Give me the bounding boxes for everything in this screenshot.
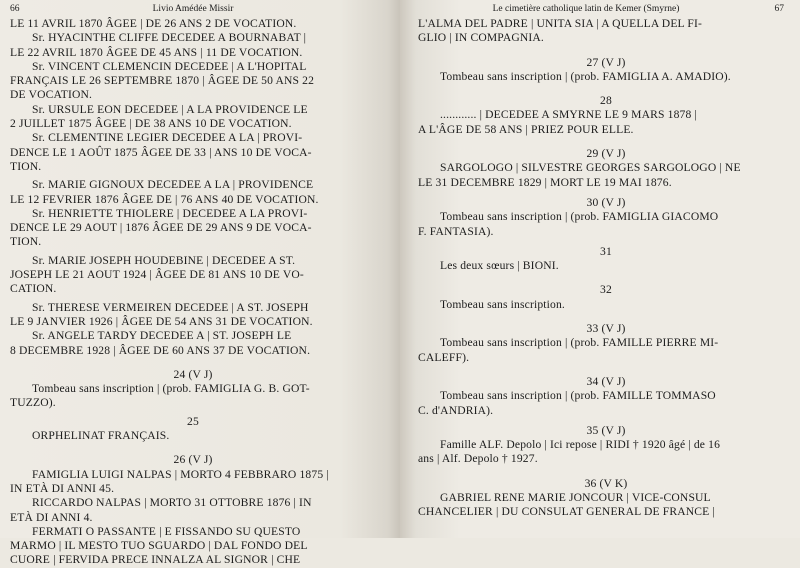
text-line: CHANCELIER | DU CONSULAT GENERAL DE FRANCE | — [418, 505, 715, 519]
text-line: Sr. HENRIETTE THIOLERE | DECEDEE A LA PROVI- — [32, 206, 308, 220]
text-line: 2 JUILLET 1875 ÂGEE | DE 38 ANS 10 DE VOCATION. — [10, 117, 292, 131]
text-line: Sr. MARIE JOSEPH HOUDEBINE | DECEDEE A ST. — [32, 253, 296, 267]
text-line: ............ | DECEDEE A SMYRNE LE 9 MARS 1878 | — [440, 108, 697, 122]
entry-number: 30 (V J) — [586, 195, 626, 209]
text-line: Sr. MARIE GIGNOUX DECEDEE A LA | PROVIDENCE — [32, 178, 314, 192]
text-line: Sr. THERESE VERMEIREN DECEDEE | A ST. JOSEPH — [32, 300, 309, 314]
text-line: LE 12 FEVRIER 1876 ÂGEE DE | 76 ANS 40 DE VOCATION. — [10, 192, 319, 206]
text-line: Sr. HYACINTHE CLIFFE DECEDEE A BOURNABAT | — [32, 31, 307, 45]
entry-number: 27 (V J) — [586, 55, 626, 69]
left-page-number: 66 — [10, 4, 20, 14]
text-line: Tombeau sans inscription | (prob. FAMIGLIA G. B. GOT- — [32, 382, 310, 396]
text-line: Sr. CLEMENTINE LEGIER DECEDEE A LA | PROVI- — [32, 131, 303, 145]
text-line: GLIO | IN COMPAGNIA. — [418, 31, 544, 45]
text-line: CALEFF). — [418, 350, 470, 364]
text-line: TION. — [10, 235, 42, 249]
text-line: FERMATI O PASSANTE | E FISSANDO SU QUESTO — [32, 524, 301, 538]
text-line: GABRIEL RENE MARIE JONCOUR | VICE-CONSUL — [440, 491, 711, 505]
text-line: LE 31 DECEMBRE 1829 | MORT LE 19 MAI 1876. — [418, 175, 672, 189]
text-line: DENCE LE 29 AOUT | 1876 ÂGEE DE 29 ANS 9 DE VOCA- — [10, 221, 312, 235]
text-line: RICCARDO NALPAS | MORTO 31 OTTOBRE 1876 | IN — [32, 496, 312, 510]
left-page-text — [10, 17, 376, 568]
text-line: F. FANTASIA). — [418, 224, 494, 238]
text-line: LE 9 JANVIER 1926 | ÂGEE DE 54 ANS 31 DE VOCATION. — [10, 314, 313, 328]
left-running-head: Livio Amédée Missir — [152, 4, 234, 14]
text-line: Tombeau sans inscription | (prob. FAMIGLIA GIACOMO — [440, 210, 719, 224]
text-line: TION. — [10, 159, 42, 173]
right-page-header — [418, 0, 794, 17]
text-line: Sr. URSULE EON DECEDEE | A LA PROVIDENCE LE — [32, 102, 308, 116]
text-line: L'ALMA DEL PADRE | UNITA SIA | A QUELLA DEL FI- — [418, 17, 703, 30]
text-line: C. d'ANDRIA). — [418, 403, 494, 417]
right-running-head: Le cimetière catholique latin de Kemer (Smyrne) — [492, 4, 680, 14]
text-line: Famille ALF. Depolo | Ici repose | RIDI † 1920 âgé | de 16 — [440, 438, 721, 452]
text-line: Tombeau sans inscription | (prob. FAMIGLIA A. AMADIO). — [440, 69, 731, 83]
entry-number: 24 (V J) — [173, 367, 213, 381]
text-line: Les deux sœurs | BIONI. — [440, 259, 559, 273]
text-line: DE VOCATION. — [10, 88, 93, 102]
entry-number: 28 — [600, 94, 612, 108]
entry-number: 32 — [600, 283, 612, 297]
entry-number: 26 (V J) — [173, 453, 213, 467]
text-line: Tombeau sans inscription | (prob. FAMILLE TOMMASO — [440, 389, 716, 403]
text-line: ans | Alf. Depolo † 1927. — [418, 452, 538, 466]
entry-number: 33 (V J) — [586, 322, 626, 336]
text-line: DENCE LE 1 AOÛT 1875 ÂGEE DE 33 | ANS 10 DE VOCA- — [10, 145, 312, 159]
text-line: MARMO | IL MESTO TUO SGUARDO | DAL FONDO DEL — [10, 539, 308, 553]
text-line: LE 22 AVRIL 1870 ÂGEE DE 45 ANS | 11 DE VOCATION. — [10, 45, 303, 59]
entry-number: 25 — [187, 414, 199, 428]
text-line: ORPHELINAT FRANÇAIS. — [32, 429, 170, 443]
left-page — [0, 0, 400, 567]
text-line: A L'ÂGE DE 58 ANS | PRIEZ POUR ELLE. — [418, 122, 634, 136]
text-line: Sr. ANGELE TARDY DECEDEE A | ST. JOSEPH LE — [32, 329, 292, 343]
text-line: TUZZO). — [10, 396, 56, 410]
text-line: SARGOLOGO | SILVESTRE GEORGES SARGOLOGO | NE — [440, 161, 741, 175]
right-page-number: 67 — [774, 4, 784, 14]
text-line: IN ETÀ DI ANNI 45. — [10, 481, 115, 495]
text-line: CUORE | FERVIDA PRECE INNALZA AL SIGNOR | CHE — [10, 553, 301, 567]
entry-number: 34 (V J) — [586, 374, 626, 388]
text-line: Tombeau sans inscription. — [440, 297, 565, 311]
text-line: Sr. VINCENT CLEMENCIN DECEDEE | A L'HOPITAL — [32, 59, 307, 73]
right-page-text — [418, 17, 794, 520]
text-line: LE 11 AVRIL 1870 ÂGEE | DE 26 ANS 2 DE VOCATION. — [10, 17, 297, 30]
text-line: FRANÇAIS LE 26 SEPTEMBRE 1870 | ÂGEE DE 50 ANS 22 — [10, 74, 315, 88]
text-line: 8 DECEMBRE 1928 | ÂGEE DE 60 ANS 37 DE VOCATION. — [10, 343, 311, 357]
text-line: ETÀ DI ANNI 4. — [10, 510, 93, 524]
text-line: FAMIGLIA LUIGI NALPAS | MORTO 4 FEBBRARO 1875 | — [32, 467, 329, 481]
text-line: CATION. — [10, 282, 57, 296]
left-page-header — [10, 0, 376, 17]
entry-number: 36 (V K) — [584, 476, 628, 490]
entry-number: 35 (V J) — [586, 423, 626, 437]
entry-number: 31 — [600, 244, 612, 258]
right-page — [400, 0, 800, 538]
text-line: JOSEPH LE 21 AOUT 1924 | ÂGEE DE 81 ANS 10 DE VO- — [10, 268, 304, 282]
text-line: Tombeau sans inscription | (prob. FAMILLE PIERRE MI- — [440, 336, 719, 350]
entry-number: 29 (V J) — [586, 147, 626, 161]
